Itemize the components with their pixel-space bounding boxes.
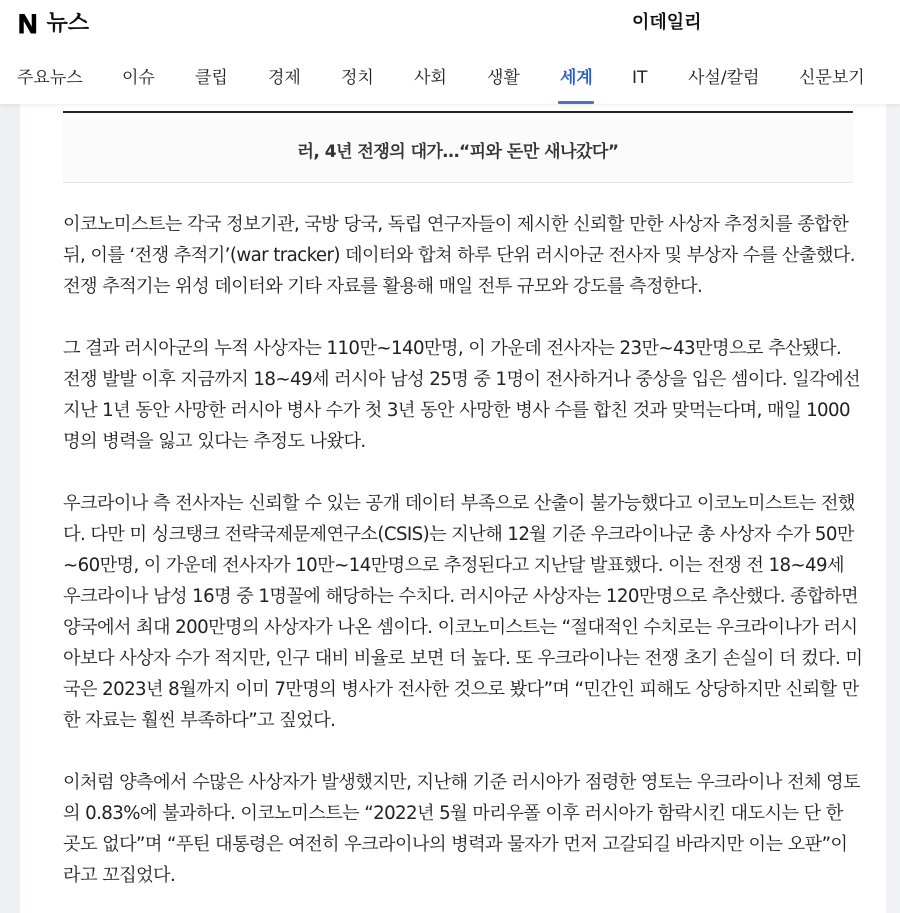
tab-politics[interactable]: 정치 — [341, 68, 374, 88]
article-paragraph: 우크라이나 측 전사자는 신뢰할 수 있는 공개 데이터 부족으로 산출이 불가능했다고 이코노미스트는 전했다. 다만 미 싱크탱크 전략국제문제연구소(CSIS)는 지난해 12월 기준 우크라이나군 총 사상자 수가 50만~60만명, 이 가운데 전사자가 10만~14만명으로 추정된다고 지난달 발표했다. 이는 전쟁 전 18~49세 우크라이나 남성 16명 중 1명꼴에 해당하는 수치다. 러시아군 사상자는 120만명으로 추산했다. 종합하면 양국에서 최대 200만명의 사상자가 나온 셈이다. 이코노미스트는 “절대적인 수치로는 우크라이나가 러시아보다 사상자 수가 적지만, 인구 대비 비율로 보면 더 높다. 또 우크라이나는 전쟁 초기 손실이 더 컸다. 미국은 2023년 8월까지 이미 7만명의 병사가 전사한 것으로 봤다”며 “민간인 피해도 상당하지만 신뢰할 만한 자료는 훨씬 부족하다”고 짚었다. — [63, 493, 863, 731]
article-paragraph: 이처럼 양측에서 수많은 사상자가 발생했지만, 지난해 기준 러시아가 점령한 영토는 우크라이나 전체 영토의 0.83%에 불과하다. 이코노미스트는 “2022년 5월 마리우폴 이후 러시아가 함락시킨 대도시는 단 한 곳도 없다”며 “푸틴 대통령은 여전히 우크라이나의 병력과 물자가 먼저 고갈되길 바라지만 이는 오판”이라고 꼬집었다. — [63, 772, 861, 886]
article-subheading: 러, 4년 전쟁의 대가…“피와 돈만 새나갔다” — [297, 142, 619, 162]
press-name[interactable]: 이데일리 — [632, 12, 702, 33]
article-body — [63, 209, 863, 913]
naver-news-logo[interactable] — [18, 10, 89, 38]
tab-society[interactable]: 사회 — [414, 68, 447, 88]
tab-world[interactable]: 세계 — [560, 68, 593, 88]
logo-text: 뉴스 — [46, 11, 90, 36]
tab-economy[interactable]: 경제 — [268, 68, 301, 88]
tab-main-news[interactable]: 주요뉴스 — [17, 68, 83, 88]
page-scrollbar-track[interactable] — [886, 104, 900, 913]
tab-life[interactable]: 생활 — [487, 68, 520, 88]
brand-row — [0, 0, 900, 50]
top-header — [0, 0, 900, 104]
tab-it[interactable]: IT — [632, 68, 648, 88]
tab-newspaper[interactable]: 신문보기 — [799, 68, 865, 88]
tab-editorial[interactable]: 사설/칼럼 — [688, 68, 760, 88]
tab-issue[interactable]: 이슈 — [122, 68, 155, 88]
article-page — [20, 104, 886, 913]
tab-clip[interactable]: 클립 — [195, 68, 228, 88]
category-nav — [0, 58, 900, 104]
article-paragraph: 그 결과 러시아군의 누적 사상자는 110만~140만명, 이 가운데 전사자는 23만~43만명으로 추산됐다. 전쟁 발발 이후 지금까지 18~49세 러시아 남성 25명 중 1명이 전사하거나 중상을 입은 셈이다. 일각에선 지난 1년 동안 사망한 러시아 병사 수가 첫 3년 동안 사망한 병사 수를 합친 것과 맞먹는다며, 매일 1000명의 병력을 잃고 있다는 추정도 나왔다. — [63, 338, 861, 452]
active-tab-indicator — [558, 101, 594, 104]
article-paragraph: 이코노미스트는 각국 정보기관, 국방 당국, 독립 연구자들이 제시한 신뢰할 만한 사상자 추정치를 종합한 뒤, 이를 ‘전쟁 추적기’(war tracker) 데이터와 합쳐 하루 단위 러시아군 전사자 및 부상자 수를 산출했다. 전쟁 추적기는 위성 데이터와 기타 자료를 활용해 매일 전투 규모와 강도를 측정한다. — [63, 214, 855, 297]
naver-n-icon: N — [18, 9, 37, 39]
article-subheading-box — [63, 111, 853, 183]
